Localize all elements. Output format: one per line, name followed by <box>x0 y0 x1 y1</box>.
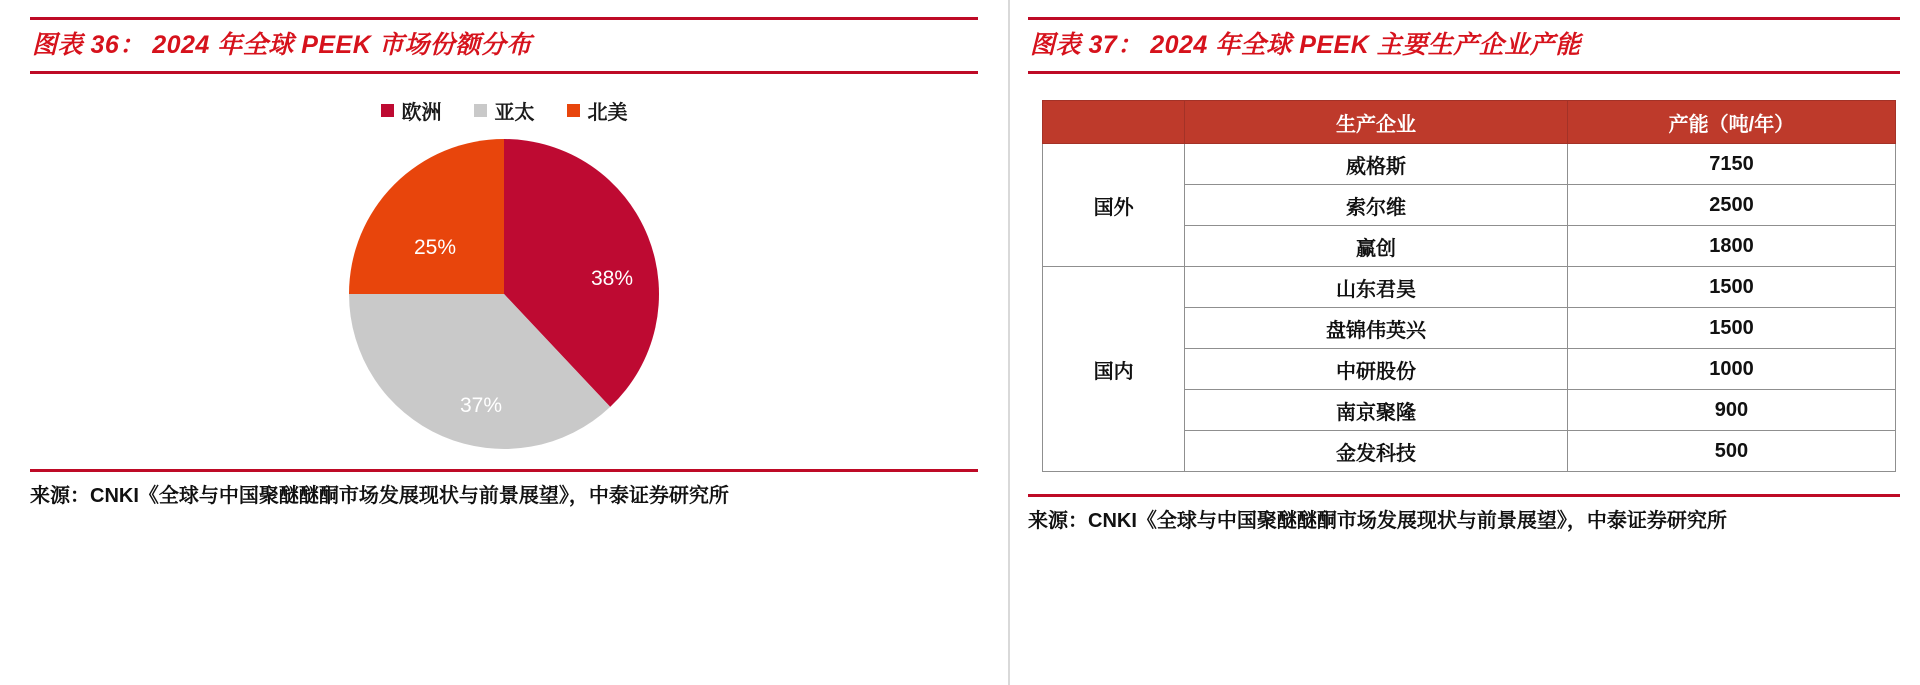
table-header-company: 生产企业 <box>1185 101 1568 144</box>
legend-item-northamerica <box>567 96 628 125</box>
group-cell-domestic: 国内 <box>1043 267 1185 472</box>
pie-value-europe: 38% <box>591 267 634 290</box>
capacity-cell: 1800 <box>1567 226 1895 267</box>
group-cell-overseas: 国外 <box>1043 144 1185 267</box>
legend-label-asiapacific: 亚太 <box>494 102 535 124</box>
pie-svg <box>329 131 679 461</box>
figure-36-title: 图表 36： 2024 年全球 PEEK 市场份额分布 <box>32 31 532 59</box>
company-cell: 中研股份 <box>1185 349 1568 390</box>
figure-37-panel <box>1008 0 1920 685</box>
table-header-group <box>1043 101 1185 144</box>
table-header-row <box>1043 101 1896 144</box>
legend-swatch-europe <box>381 104 394 117</box>
capacity-cell: 900 <box>1567 390 1895 431</box>
figure-37-source: 来源：CNKI《全球与中国聚醚醚酮市场发展现状与前景展望》，中泰证券研究所 <box>1028 510 1727 532</box>
legend-item-asiapacific <box>474 96 535 125</box>
company-cell: 山东君昊 <box>1185 267 1568 308</box>
capacity-table <box>1042 100 1896 472</box>
legend-label-europe: 欧洲 <box>401 102 442 124</box>
table-header-capacity: 产能（吨/年） <box>1567 101 1895 144</box>
pie-chart <box>30 131 978 461</box>
company-cell: 盘锦伟英兴 <box>1185 308 1568 349</box>
table-row <box>1043 144 1896 185</box>
capacity-cell: 1500 <box>1567 308 1895 349</box>
legend-item-europe <box>381 96 442 125</box>
pie-value-asiapacific: 37% <box>460 394 503 417</box>
legend-swatch-northamerica <box>567 104 580 117</box>
pie-slice-northamerica <box>349 139 504 294</box>
title-rule-bottom <box>30 71 978 74</box>
company-cell: 索尔维 <box>1185 185 1568 226</box>
title-rule-bottom-right <box>1028 71 1900 74</box>
capacity-cell: 1500 <box>1567 267 1895 308</box>
pie-legend <box>30 96 978 125</box>
legend-swatch-asiapacific <box>474 104 487 117</box>
figure-36-source: 来源：CNKI《全球与中国聚醚醚酮市场发展现状与前景展望》，中泰证券研究所 <box>30 485 729 507</box>
company-cell: 威格斯 <box>1185 144 1568 185</box>
table-row <box>1043 267 1896 308</box>
capacity-cell: 2500 <box>1567 185 1895 226</box>
company-cell: 南京聚隆 <box>1185 390 1568 431</box>
pie-value-northamerica: 25% <box>414 236 457 259</box>
figure-37-title: 图表 37： 2024 年全球 PEEK 主要生产企业产能 <box>1030 31 1581 59</box>
figure-37-source-block <box>1028 494 1900 538</box>
company-cell: 金发科技 <box>1185 431 1568 472</box>
legend-label-northamerica: 北美 <box>587 102 628 124</box>
capacity-table-wrap <box>1028 100 1900 472</box>
capacity-cell: 1000 <box>1567 349 1895 390</box>
capacity-cell: 7150 <box>1567 144 1895 185</box>
figure-36-source-block <box>30 469 978 513</box>
capacity-cell: 500 <box>1567 431 1895 472</box>
figure-36-title-block <box>30 17 978 74</box>
company-cell: 赢创 <box>1185 226 1568 267</box>
figure-37-title-block <box>1028 17 1900 74</box>
